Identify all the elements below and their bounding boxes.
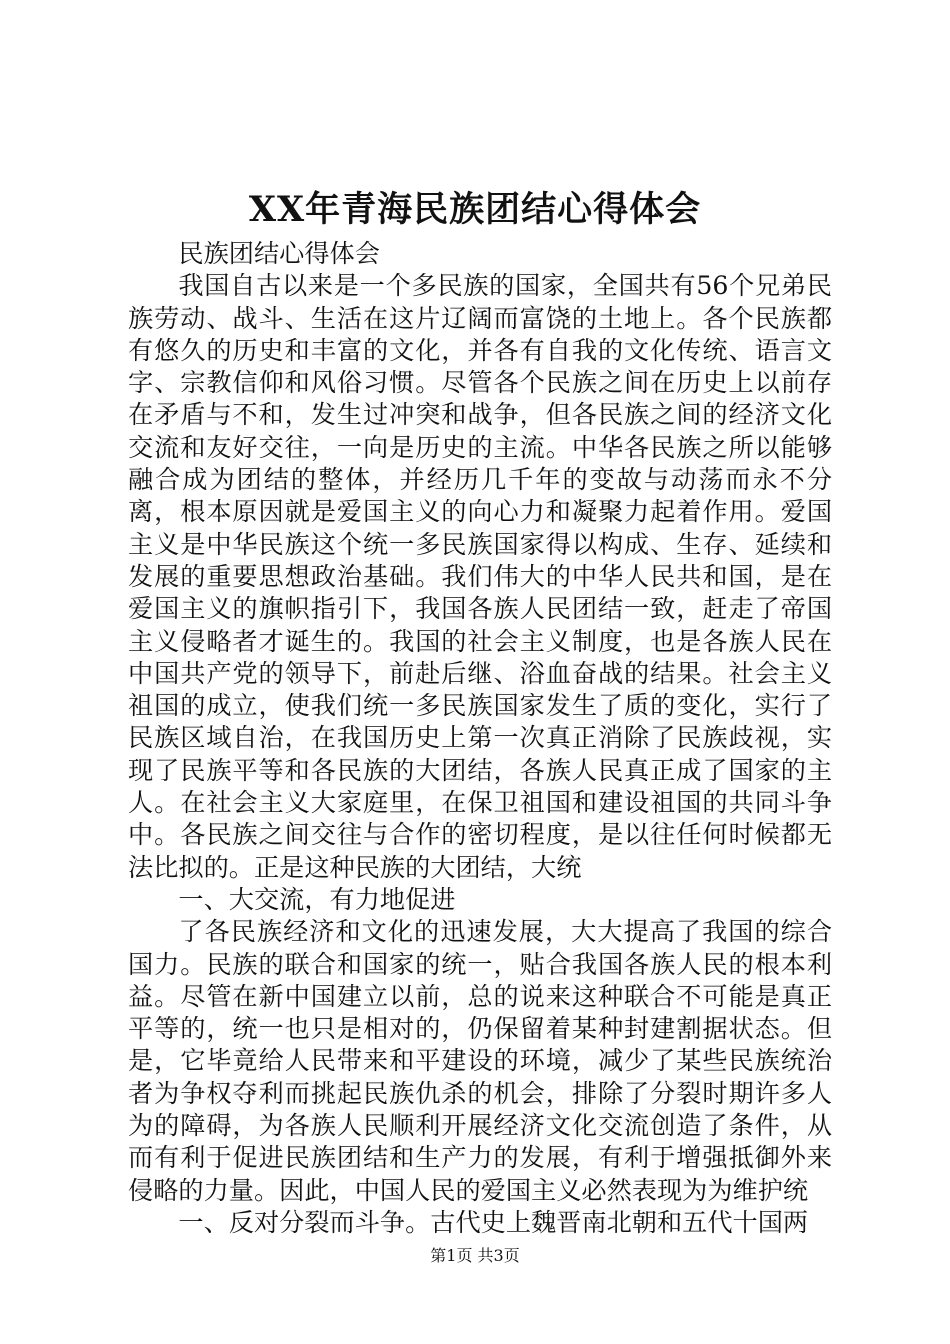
page-number-footer: 第1页 共3页 (430, 1246, 520, 1265)
paragraph-subtitle: 民族团结心得体会 (178, 239, 380, 268)
paragraph-1: 我国自古以来是一个多民族的国家，全国共有56个兄弟民族劳动、战斗、生活在这片辽阔而富饶的土地上。各个民族都有悠久的历史和丰富的文化，并各有自我的文化传统、语言文字、宗教信仰和风俗习惯。尽管各个民族之间在历史上以前存在矛盾与不和，发生过冲突和战争，但各民族之间的经济文化交流和友好交往，一向是历史的主流。中华各民族之所以能够融合成为团结的整体，并经历几千年的变故与动荡而永不分离，根本原因就是爱国主义的向心力和凝聚力起着作用。爱国主义是中华民族这个统一多民族国家得以构成、生存、延续和发展的重要思想政治基础。我们伟大的中华人民共和国，是在爱国主义的旗帜指引下，我国各族人民团结一致，赶走了帝国主义侵略者才诞生的。我国的社会主义制度，也是各族人民在中国共产党的领导下，前赴后继、浴血奋战的结果。社会主义祖国的成立，使我们统一多民族国家发生了质的变化，实行了民族区域自治，在我国历史上第一次真正消除了民族歧视，实现了民族平等和各民族的大团结，各族人民真正成了国家的主人。在社会主义大家庭里，在保卫祖国和建设祖国的共同斗争中。各民族之间交往与合作的密切程度，是以往任何时候都无法比拟的。正是这种民族的大团结，大统 (128, 271, 832, 882)
paragraph-2: 了各民族经济和文化的迅速发展，大大提高了我国的综合国力。民族的联合和国家的统一，贴合我国各族人民的根本利益。尽管在新中国建立以前，总的说来这种联合不可能是真正平等的，统一也只是相对的，仍保留着某种封建割据状态。但是，它毕竟给人民带来和平建设的环境，减少了某些民族统治者为争权夺利而挑起民族仇杀的机会，排除了分裂时期许多人为的障碍，为各族人民顺利开展经济文化交流创造了条件，从而有利于促进民族团结和生产力的发展，有利于增强抵御外来侵略的力量。因此，中国人民的爱国主义必然表现为为维护统 (128, 917, 832, 1205)
paragraph-heading-1: 一、大交流，有力地促进 (178, 884, 456, 914)
document-title: XX年青海民族团结心得体会 (248, 189, 702, 230)
paragraph-heading-2: 一、反对分裂而斗争。古代史上魏晋南北朝和五代十国两 (178, 1207, 809, 1237)
document-body (128, 238, 832, 1239)
